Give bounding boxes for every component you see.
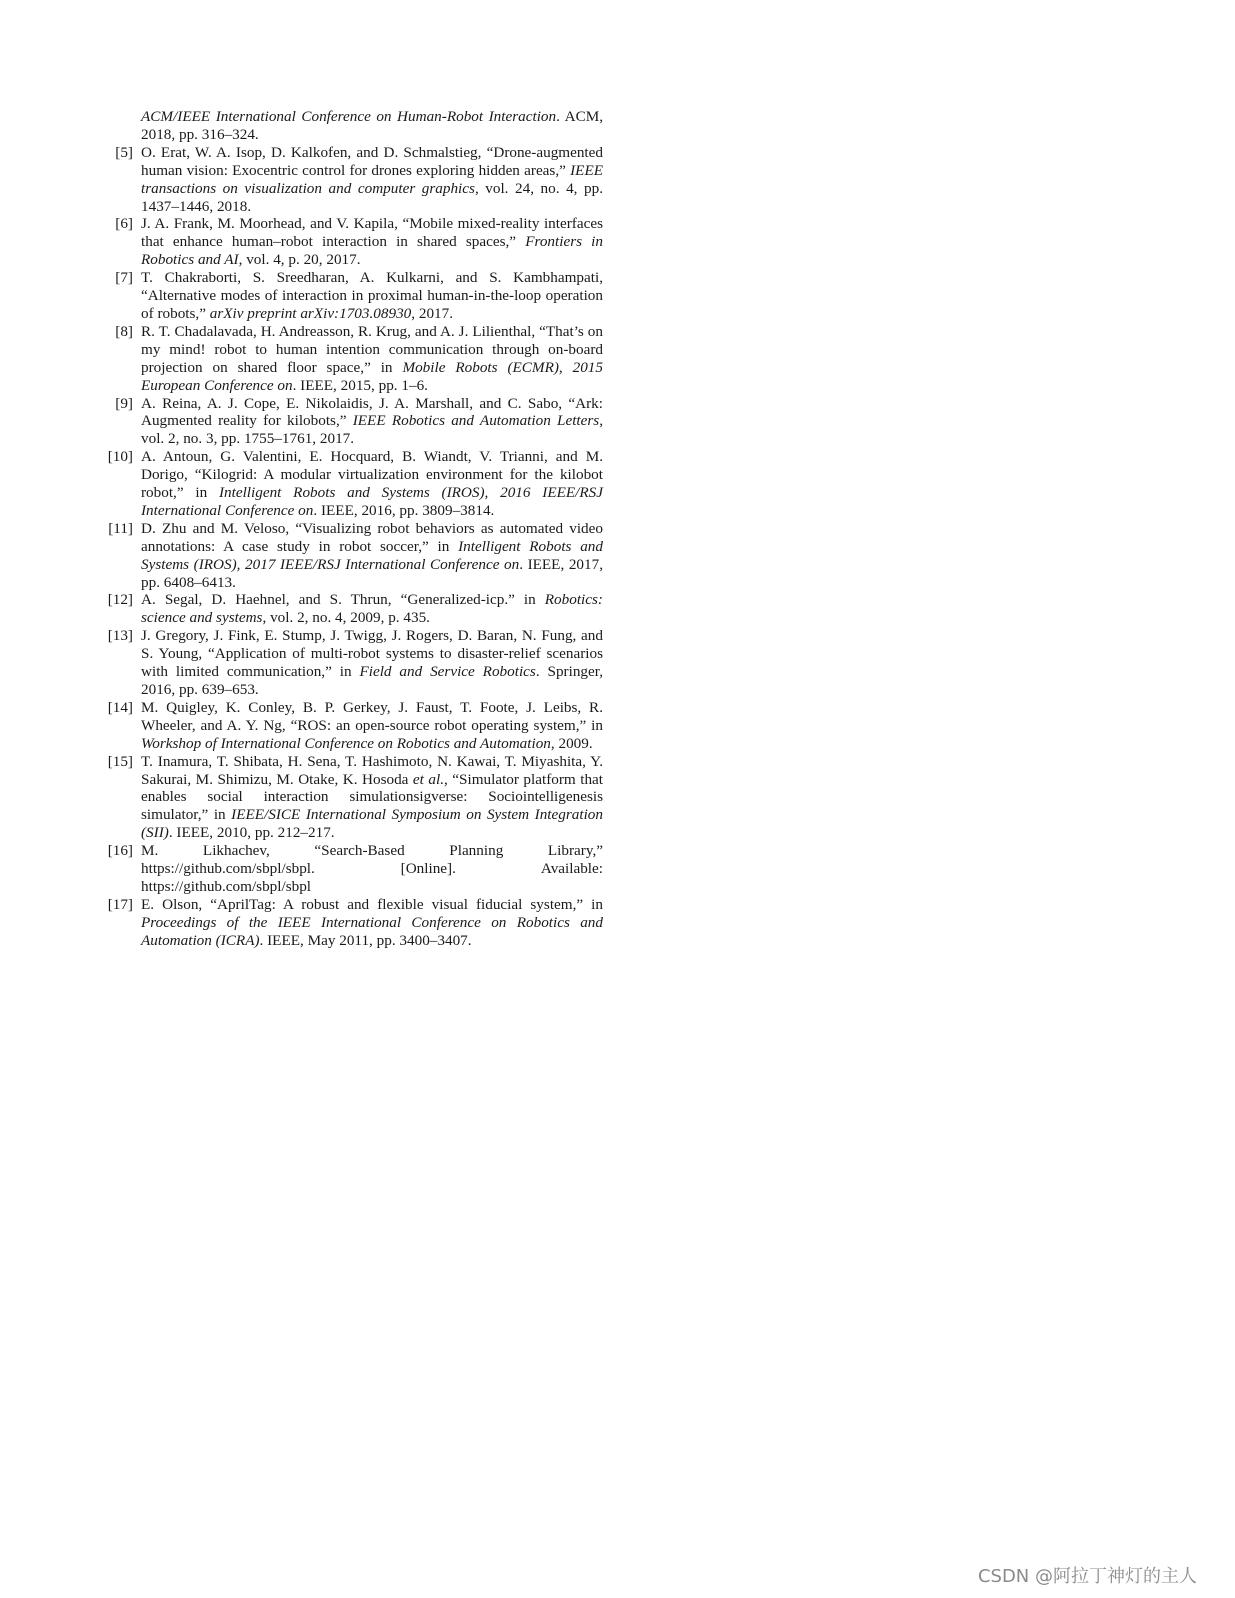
reference-venue: IEEE transactions on visualization and computer graphics <box>141 161 603 197</box>
reference-entry <box>105 699 603 753</box>
reference-venue: Workshop of International Conference on Robotics and Automation <box>141 734 551 752</box>
reference-venue: IEEE/SICE International Symposium on System Integration (SII) <box>141 806 603 842</box>
reference-entry <box>105 591 603 627</box>
reference-segment: . IEEE, 2016, pp. 3809–3814. <box>313 501 495 519</box>
reference-entry <box>105 395 603 449</box>
reference-segment: . IEEE, 2015, pp. 1–6. <box>292 376 428 394</box>
reference-entry <box>105 269 603 323</box>
reference-list <box>105 108 603 950</box>
reference-venue: ACM/IEEE International Conference on Human-Robot Interaction <box>141 108 557 125</box>
reference-entry <box>105 753 603 843</box>
reference-segment: E. Olson, “AprilTag: A robust and flexible visual fiducial system,” in <box>141 895 603 913</box>
reference-text <box>141 215 603 269</box>
reference-text <box>141 448 603 520</box>
reference-entry <box>105 323 603 395</box>
reference-entry <box>105 520 603 592</box>
reference-segment: A. Reina, A. J. Cope, E. Nikolaidis, J. A. Marshall, and C. Sabo, “Ark: Augmented reality for kilobots,” <box>141 394 603 430</box>
reference-venue: arXiv preprint arXiv:1703.08930 <box>209 304 412 322</box>
reference-segment: J. A. Frank, M. Moorhead, and V. Kapila, “Mobile mixed-reality interfaces that enhance human–robot interaction in shared spaces,” <box>141 215 603 251</box>
reference-venue: Frontiers in Robotics and AI <box>141 233 603 269</box>
reference-number: [16] <box>107 842 133 860</box>
reference-segment: . ACM, 2018, pp. 316–324. <box>141 108 604 143</box>
reference-number: [11] <box>108 519 133 537</box>
reference-segment: . Springer, 2016, pp. 639–653. <box>141 663 603 698</box>
reference-segment: T. Inamura, T. Shibata, H. Sena, T. Hashimoto, N. Kawai, T. Miyashita, Y. Sakurai, M. Shimizu, M. Otake, K. Hosoda <box>141 752 603 788</box>
reference-entry <box>105 448 603 520</box>
reference-number: [9] <box>115 394 133 412</box>
reference-venue: et al. <box>412 770 444 788</box>
reference-number: [5] <box>115 143 133 161</box>
reference-text <box>141 144 603 216</box>
reference-segment: M. Likhachev, “Search-Based Planning Library,” https://github.com/sbpl/sbpl. [Online]. Available: https://github.com/sbpl/sbpl <box>141 842 603 895</box>
reference-text <box>141 323 603 395</box>
reference-number: [17] <box>107 895 133 913</box>
reference-segment: M. Quigley, K. Conley, B. P. Gerkey, J. Faust, T. Foote, J. Leibs, R. Wheeler, and A. Y. Ng, “ROS: an open-source robot operating system,” in <box>141 698 603 734</box>
reference-segment: T. Chakraborti, S. Sreedharan, A. Kulkarni, and S. Kambhampati, “Alternative modes of interaction in proximal human-in-the-loop operation of robots,” <box>141 269 603 322</box>
reference-number: [12] <box>107 591 133 609</box>
reference-text <box>141 591 603 627</box>
reference-text <box>141 269 603 323</box>
reference-segment: A. Segal, D. Haehnel, and S. Thrun, “Generalized-icp.” in <box>141 591 545 609</box>
reference-number: [10] <box>107 448 133 466</box>
reference-number: [6] <box>115 215 133 233</box>
reference-segment: O. Erat, W. A. Isop, D. Kalkofen, and D. Schmalstieg, “Drone-augmented human vision: Exocentric control for drones exploring hidden areas,” <box>141 143 603 179</box>
reference-segment: D. Zhu and M. Veloso, “Visualizing robot behaviors as automated video annotations: A case study in robot soccer,” in <box>141 519 603 555</box>
reference-number <box>105 108 141 144</box>
reference-text <box>141 395 603 449</box>
reference-text <box>141 520 603 592</box>
reference-venue: Proceedings of the IEEE International Conference on Robotics and Automation (ICRA) <box>141 913 603 949</box>
reference-venue: Field and Service Robotics <box>359 663 536 681</box>
reference-entry <box>105 215 603 269</box>
reference-segment: . IEEE, 2010, pp. 212–217. <box>168 824 335 842</box>
reference-segment: A. Antoun, G. Valentini, E. Hocquard, B. Wiandt, V. Trianni, and M. Dorigo, “Kilogrid: A modular virtualization environment for the kilobot robot,” in <box>141 448 603 502</box>
reference-text <box>141 896 603 950</box>
reference-number: [14] <box>107 698 133 716</box>
reference-text <box>141 108 603 144</box>
reference-segment: , 2009. <box>550 734 593 752</box>
reference-segment: R. T. Chadalavada, H. Andreasson, R. Krug, and A. J. Lilienthal, “That’s on my mind! robot to human intention communication through on-board projection on shared floor space,” in <box>141 322 603 376</box>
reference-segment: , vol. 2, no. 4, 2009, p. 435. <box>262 609 430 627</box>
reference-text <box>141 699 603 753</box>
reference-segment: , “Simulator platform that enables social interaction simulationsigverse: Sociointelligenesis simulator,” in <box>141 770 603 824</box>
reference-entry <box>105 108 603 144</box>
reference-text <box>141 753 603 843</box>
reference-number: [13] <box>107 627 133 645</box>
reference-segment: . IEEE, May 2011, pp. 3400–3407. <box>259 931 472 949</box>
reference-venue: Robotics: science and systems <box>141 591 603 627</box>
reference-text <box>141 627 603 699</box>
reference-venue: Intelligent Robots and Systems (IROS), 2017 IEEE/RSJ International Conference on <box>141 537 603 573</box>
reference-venue: Intelligent Robots and Systems (IROS), 2016 IEEE/RSJ International Conference on <box>141 484 603 519</box>
reference-entry <box>105 144 603 216</box>
reference-segment: , vol. 4, p. 20, 2017. <box>238 251 361 269</box>
reference-segment: , 2017. <box>411 304 454 322</box>
reference-segment: , vol. 2, no. 3, pp. 1755–1761, 2017. <box>141 412 603 448</box>
watermark: CSDN @阿拉丁神灯的主人 <box>977 1566 1197 1587</box>
reference-segment: J. Gregory, J. Fink, E. Stump, J. Twigg, J. Rogers, D. Baran, N. Fung, and S. Young, “Application of multi-robot systems to disaster-relief scenarios with limited communication,” in <box>141 627 603 681</box>
reference-venue: Mobile Robots (ECMR), 2015 European Conference on <box>141 358 603 394</box>
reference-segment: , vol. 24, no. 4, pp. 1437–1446, 2018. <box>141 179 603 215</box>
reference-venue: IEEE Robotics and Automation Letters <box>352 412 600 430</box>
reference-segment: . IEEE, 2017, pp. 6408–6413. <box>141 555 604 591</box>
reference-entry <box>105 627 603 699</box>
reference-number: [15] <box>107 752 133 770</box>
reference-entry <box>105 842 603 896</box>
reference-entry <box>105 896 603 950</box>
reference-number: [7] <box>115 269 133 287</box>
reference-number: [8] <box>115 322 133 340</box>
reference-text <box>141 842 603 896</box>
